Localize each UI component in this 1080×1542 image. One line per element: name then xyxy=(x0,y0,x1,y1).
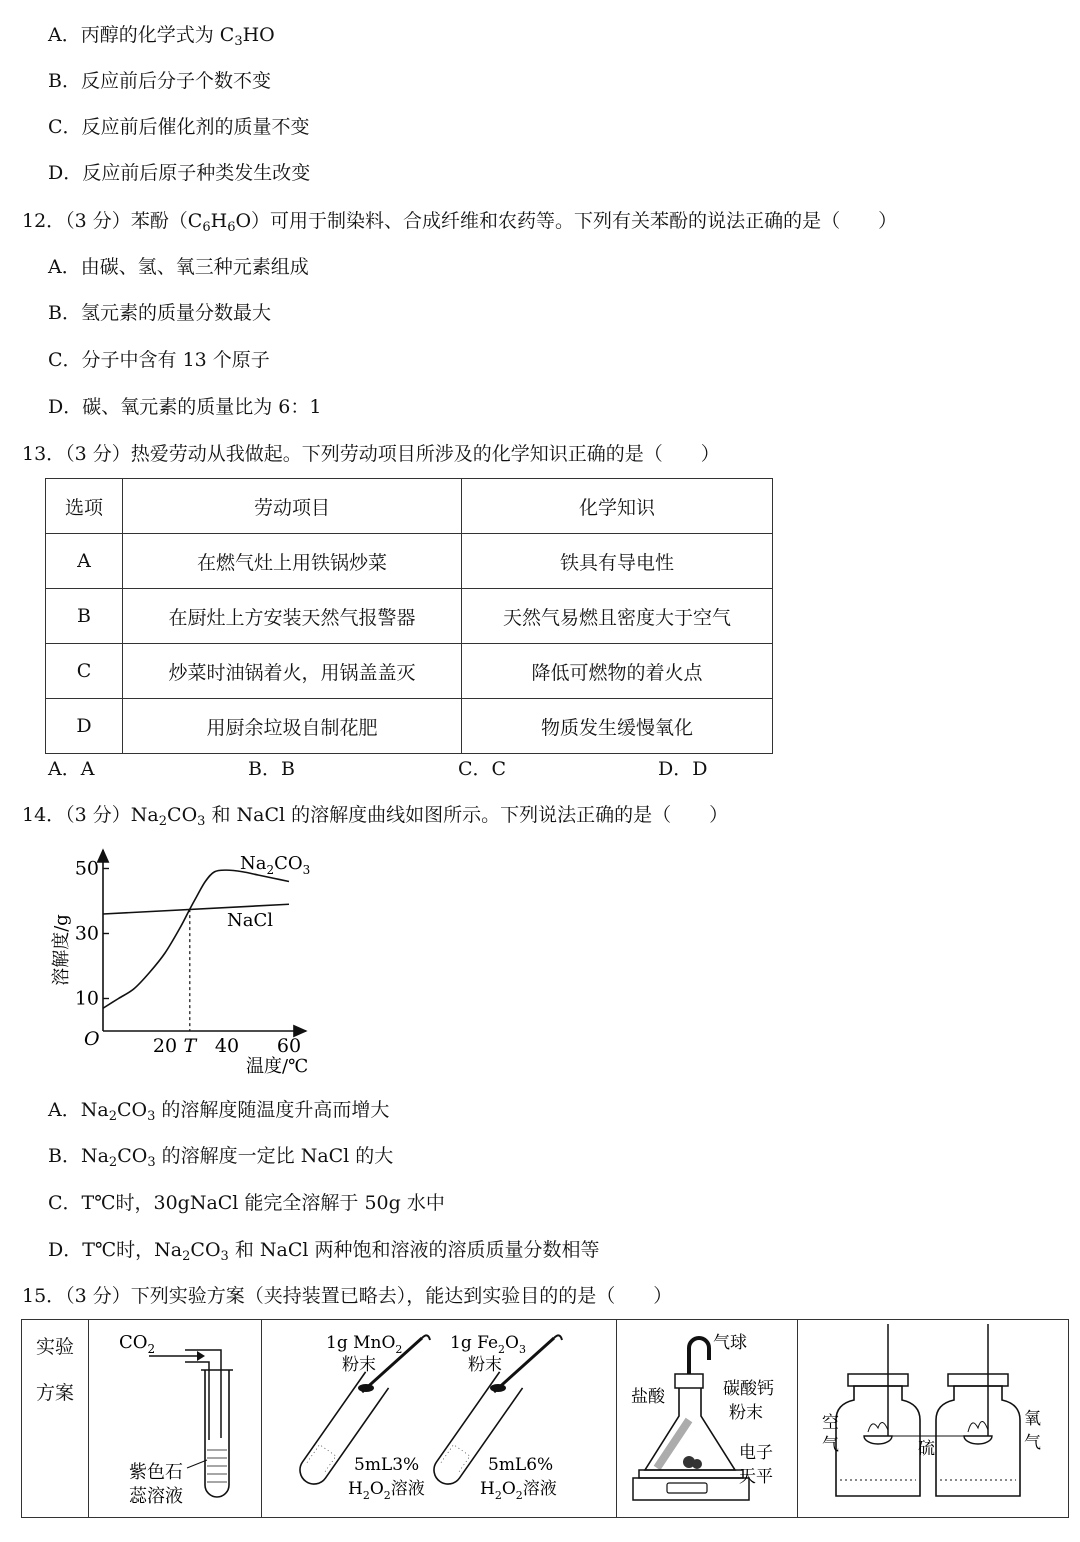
co2-label: $CO_2$ xyxy=(119,1332,156,1356)
caco3-label-2: 粉末 xyxy=(729,1403,763,1423)
litmus-label-1: 紫色石 xyxy=(129,1462,183,1483)
scheme-sulfur-combustion xyxy=(798,1320,1069,1518)
table-cell: 降低可燃物的着火点 xyxy=(462,644,773,699)
q11-option-b: B．反应前后分子个数不变 xyxy=(48,70,271,92)
h2o2-6pct-label: 5mL6% xyxy=(488,1455,554,1475)
h2o2-right-label: $H_2O_2$溶液 xyxy=(480,1479,557,1502)
q13-answer-a: A．A xyxy=(48,758,95,780)
x-tick-label: 60 xyxy=(276,1035,302,1057)
y-tick-label: 30 xyxy=(74,922,99,945)
q15-stem: 15．（3 分）下列实验方案（夹持装置已略去），能达到实验目的的是（ ） xyxy=(22,1285,673,1307)
q12-option-c: C．分子中含有 13 个原子 xyxy=(48,349,270,371)
delivery-tube xyxy=(185,1350,221,1440)
table-row xyxy=(46,534,773,589)
sulfur-label: 硫 xyxy=(918,1439,935,1459)
table-cell: 在燃气灶上用铁锅炒菜 xyxy=(123,534,462,589)
table-row xyxy=(46,644,773,699)
origin-label: O xyxy=(84,1028,100,1050)
h2o2-3pct-label: 5mL3% xyxy=(354,1455,420,1475)
fe2o3-label: 1g $Fe_2O_3$ xyxy=(450,1333,526,1356)
table-cell: D xyxy=(46,699,123,754)
q12-stem: 12．（3 分）苯酚$(C_6H_6O)$可用于制染料、合成纤维和农药等。下列有关苯酚的说法正确的是（ ） xyxy=(22,210,898,235)
q14-option-c: C．T℃时，30gNaCl 能完全溶解于 50g 水中 xyxy=(48,1192,445,1214)
table-header-cell: 选项 xyxy=(46,479,123,534)
oxygen-label-2: 气 xyxy=(1024,1433,1041,1453)
table-header-row xyxy=(46,479,773,534)
table-cell: 在厨灶上方安装天然气报警器 xyxy=(123,589,462,644)
jar-right xyxy=(936,1386,1020,1496)
q11-option-a: A．丙醇的化学式为 $C_3HO$ xyxy=(48,24,275,49)
nacl-legend: NaCl xyxy=(227,910,274,931)
scheme-mass-conservation xyxy=(617,1320,798,1518)
table-cell: B xyxy=(46,589,123,644)
solubility-chart xyxy=(40,840,340,1080)
table-row xyxy=(46,589,773,644)
jar-left xyxy=(836,1386,920,1496)
acid-label: 盐酸 xyxy=(631,1387,665,1407)
table-cell: A xyxy=(46,534,123,589)
q13-answer-b: B．B xyxy=(248,758,295,780)
x-tick-label: 20 xyxy=(152,1035,178,1057)
q14-option-d: D．T℃时，$Na_2CO_3$ 和 NaCl 两种饱和溶液的溶质质量分数相等 xyxy=(48,1239,600,1264)
q14-option-b: B．$Na_2CO_3$ 的溶解度一定比 NaCl 的大 xyxy=(48,1145,394,1170)
table-cell: 用厨余垃圾自制花肥 xyxy=(123,699,462,754)
row-label-1: 实验 xyxy=(35,1336,74,1358)
x-axis-label: 温度/℃ xyxy=(246,1056,309,1077)
table-cell: 天然气易燃且密度大于空气 xyxy=(462,589,773,644)
q13-table xyxy=(45,478,773,754)
caco3-label-1: 碳酸钙 xyxy=(723,1379,774,1399)
table-row xyxy=(46,699,773,754)
air-label-2: 气 xyxy=(822,1435,839,1455)
q12-option-b: B．氢元素的质量分数最大 xyxy=(48,302,271,324)
oxygen-label-1: 氧 xyxy=(1024,1409,1041,1429)
x-tick-label: T xyxy=(183,1035,197,1057)
na2co3-curve xyxy=(103,870,289,1008)
row-label-cell xyxy=(22,1320,89,1518)
q15-table xyxy=(21,1319,1069,1518)
q11-option-d: D．反应前后原子种类发生改变 xyxy=(48,162,311,184)
q13-answer-c: C．C xyxy=(458,758,507,780)
fe2o3-powder-label: 粉末 xyxy=(468,1355,502,1375)
row-label-2: 方案 xyxy=(35,1382,74,1404)
litmus-label-2: 蕊溶液 xyxy=(129,1486,183,1507)
q13-stem: 13．（3 分）热爱劳动从我做起。下列劳动项目所涉及的化学知识正确的是（ ） xyxy=(22,443,720,465)
stopper xyxy=(675,1374,703,1388)
na2co3-legend: $Na_2CO_3$ xyxy=(240,853,311,877)
y-tick-label: 50 xyxy=(74,857,99,880)
table-header-cell: 化学知识 xyxy=(462,479,773,534)
y-axis-label: 溶解度/g xyxy=(51,914,72,986)
electronic-balance xyxy=(633,1478,749,1500)
balance-label-2: 天平 xyxy=(739,1467,773,1487)
table-cell: 炒菜时油锅着火，用锅盖盖灭 xyxy=(123,644,462,699)
balloon-label: 气球 xyxy=(713,1333,747,1353)
table-cell: 铁具有导电性 xyxy=(462,534,773,589)
table-header-cell: 劳动项目 xyxy=(123,479,462,534)
x-tick-label: 40 xyxy=(214,1035,240,1057)
h2o2-left-label: $H_2O_2$溶液 xyxy=(348,1479,425,1502)
scheme-catalyst-compare xyxy=(262,1320,617,1518)
mno2-label: 1g MnO$_2$ xyxy=(326,1333,403,1356)
q13-answer-d: D．D xyxy=(658,758,708,780)
table-cell: 物质发生缓慢氧化 xyxy=(462,699,773,754)
y-tick-label: 10 xyxy=(74,987,99,1010)
q14-stem: 14．（3 分）$Na_2CO_3$ 和 NaCl 的溶解度曲线如图所示。下列说法正确的是（ ） xyxy=(22,804,729,829)
table-cell: C xyxy=(46,644,123,699)
mno2-powder-label: 粉末 xyxy=(342,1355,376,1375)
balance-label-1: 电子 xyxy=(739,1443,773,1463)
scheme-co2-litmus xyxy=(89,1320,262,1518)
q12-option-d: D．碳、氧元素的质量比为 6：1 xyxy=(48,396,322,418)
air-label-1: 空 xyxy=(822,1413,839,1433)
q12-option-a: A．由碳、氢、氧三种元素组成 xyxy=(48,256,309,278)
balloon-icon xyxy=(689,1338,709,1374)
q14-option-a: A．$Na_2CO_3$ 的溶解度随温度升高而增大 xyxy=(48,1099,390,1124)
q11-option-c: C．反应前后催化剂的质量不变 xyxy=(48,116,310,138)
